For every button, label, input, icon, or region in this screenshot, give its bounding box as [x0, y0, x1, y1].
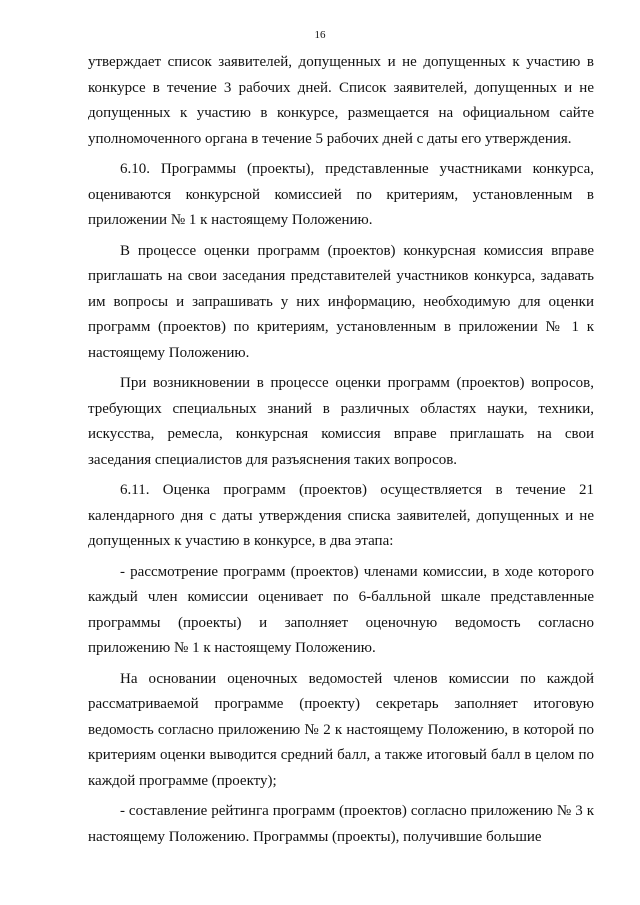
page-number: 16	[314, 29, 326, 41]
paragraph-stage-two: - составление рейтинга программ (проектов) согласно приложению № 3 к настоящему Положению. Программы (проекты), получившие большие	[88, 803, 594, 845]
paragraph-6-11: 6.11. Оценка программ (проектов) осуществляется в течение 21 календарного дня с даты утверждения списка заявителей, допущенных и не допущенных к участию в конкурсе, в два этапа:	[88, 482, 594, 549]
paragraph-invite-specialists: При возникновении в процессе оценки программ (проектов) вопросов, требующих специальных знаний в различных областях науки, техники, искусства, ремесла, конкурсная комиссия вправе приглашать на свои заседания специалистов для разъяснения таких вопросов.	[88, 375, 594, 468]
paragraph-list-approval-continuation: утверждает список заявителей, допущенных и не допущенных к участию в конкурсе в течение 3 рабочих дней. Список заявителей, допущенных и не допущенных к участию в конкурсе, размещается на официальном сайте уполномоченного органа в течение 5 рабочих дней с даты его утверждения.	[88, 54, 594, 147]
paragraph-6-10: 6.10. Программы (проекты), представленные участниками конкурса, оцениваются конкурсной комиссией по критериям, установленным в приложении № 1 к настоящему Положению.	[88, 161, 594, 228]
paragraph-summary-sheet: На основании оценочных ведомостей членов комиссии по каждой рассматриваемой программе (проекту) секретарь заполняет итоговую ведомость согласно приложению № 2 к настоящему Положению, в которой по критериям оценки выводится средний балл, а также итоговый балл в целом по каждой программе (проекту);	[88, 670, 594, 789]
paragraph-invite-representatives: В процессе оценки программ (проектов) конкурсная комиссия вправе приглашать на свои заседания представителей участников конкурса, задавать им вопросы и запрашивать у них информацию, необходимую для оценки программ (проектов) по критериям, установленным в приложении № 1 к настоящему Положению.	[88, 242, 594, 361]
document-body	[88, 50, 594, 850]
paragraph-stage-one: - рассмотрение программ (проектов) членами комиссии, в ходе которого каждый член комиссии оценивает по 6-балльной шкале представленные программы (проекты) и заполняет оценочную ведомость согласно приложению № 1 к настоящему Положению.	[88, 563, 594, 656]
